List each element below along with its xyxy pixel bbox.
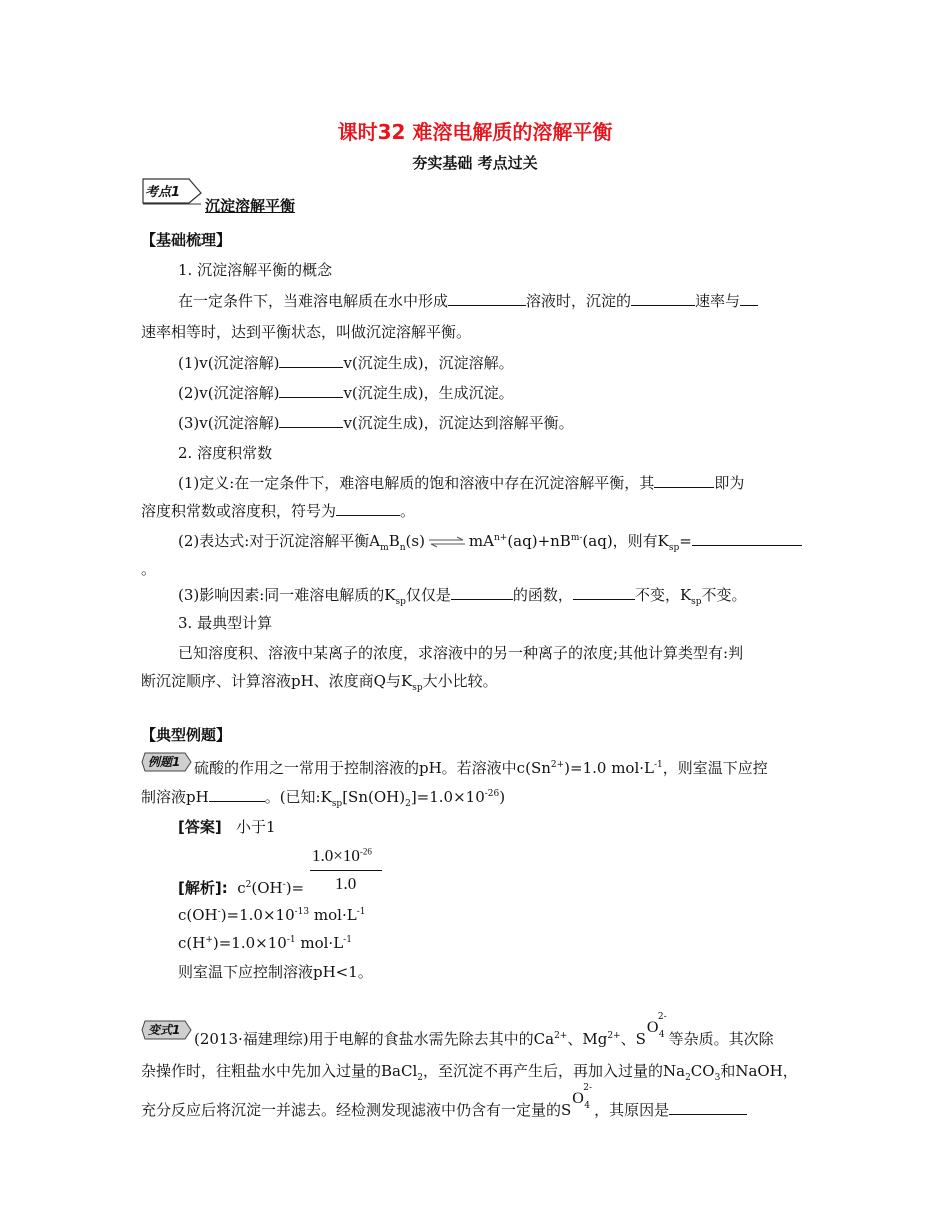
expression-text-eq: =	[679, 532, 692, 550]
variant-line1-sup2: 2+	[607, 1031, 621, 1041]
item1-line1-text-a: 在一定条件下，当难溶电解质在水中形成	[178, 292, 449, 310]
variant-line2	[141, 1060, 798, 1081]
expression-text-aq1: (aq)+nB	[507, 532, 571, 550]
sulfate-sub-2: 4	[584, 1101, 591, 1111]
factor-text-c: 的函数，	[512, 586, 573, 604]
analysis-label: [解析]:	[178, 879, 228, 897]
cond3-text-b: v(沉淀生成)，沉淀达到溶解平衡。	[343, 414, 574, 432]
example-badge-label: 例题1	[148, 755, 181, 769]
definition-text-a: (1)定义:在一定条件下，难溶电解质的饱和溶液中存在沉淀溶解平衡，其	[178, 474, 655, 492]
analysis-oh: (OH	[251, 879, 283, 897]
variant-line2-sub2: 2	[685, 1073, 691, 1083]
variant-line3	[141, 1083, 747, 1120]
blank-solution-type[interactable]	[448, 291, 526, 306]
example-line2-text-b: 。(已知:K	[264, 788, 332, 806]
cond3-text-a: (3)v(沉淀溶解)	[178, 414, 280, 432]
variant-line2-sub3: 3	[714, 1073, 721, 1083]
answer-label: [答案]	[178, 818, 222, 836]
blank-cond1[interactable]	[279, 353, 343, 368]
variant-line2-text-d: 和NaOH，	[720, 1062, 798, 1080]
example-line2	[141, 786, 505, 807]
kaodian-badge-label: 考点1	[145, 185, 181, 200]
calc-line2-text-b: 大小比较。	[422, 672, 498, 690]
fraction-numerator	[312, 846, 372, 866]
oh-line-text-b: )=1.0×10	[220, 906, 295, 924]
example-line1-sup2: -1	[653, 760, 663, 770]
expression-sup-mminus: m-	[570, 533, 583, 543]
variant-line1	[194, 1012, 774, 1049]
expression-text-aq2: (aq)，则有K	[582, 532, 669, 550]
h-line-sup2: -1	[286, 935, 296, 945]
sulfate-sup-2: 2-	[583, 1083, 593, 1093]
variant-line1-sup1: 2+	[554, 1031, 568, 1041]
cond3	[178, 412, 574, 433]
answer-value: 小于1	[236, 818, 276, 836]
blank-example-ph[interactable]	[209, 787, 265, 802]
variant-line1-text-c: 、S	[620, 1030, 646, 1048]
calc-line2-sub-sp: sp	[412, 683, 423, 693]
kaodian-heading: 沉淀溶解平衡	[205, 197, 296, 215]
item1-title: 1. 沉淀溶解平衡的概念	[178, 261, 333, 279]
blank-cond2[interactable]	[279, 383, 343, 398]
item2-title: 2. 溶度积常数	[178, 444, 273, 462]
sulfate-O: O	[646, 1019, 659, 1036]
variant-line1-text-d: 等杂质。其次除	[668, 1030, 774, 1048]
analysis-line	[178, 877, 304, 898]
example-line2-sup: -26	[484, 789, 500, 799]
oh-line-sup3: -1	[356, 907, 366, 917]
variant-line3-text-a: 充分反应后将沉淀一并滤去。经检测发现滤液中仍含有一定量的S	[141, 1101, 572, 1119]
item3-title: 3. 最典型计算	[178, 614, 273, 632]
h-line-sup: +	[205, 935, 213, 945]
expression-sub-m: m	[380, 543, 389, 553]
variant-line2-text-c: CO	[690, 1062, 715, 1080]
section-example: 【典型例题】	[141, 726, 232, 744]
sulfate-formula-2	[571, 1083, 593, 1115]
item1-line1-text-c: 速率与	[695, 292, 741, 310]
factor-text-d: 不变，K	[634, 586, 692, 604]
analysis-c: c	[237, 879, 246, 897]
variant-line3-text-b: ，其原因是	[594, 1101, 670, 1119]
variant-line1-text-a: (2013·福建理综)用于电解的食盐水需先除去其中的Ca	[194, 1030, 555, 1048]
section-basic: 【基础梳理】	[141, 231, 232, 249]
sulfate-formula-1	[646, 1012, 667, 1044]
cond1-text-b: v(沉淀生成)，沉淀溶解。	[343, 354, 514, 372]
blank-factor-2[interactable]	[573, 585, 635, 600]
variant-line2-sub: 2	[417, 1073, 423, 1083]
calc-line2-text-a: 断沉淀顺序、计算溶液pH、浓度商Q与K	[141, 672, 413, 690]
factor-text-b: 仅仅是	[405, 586, 451, 604]
definition-line2-text-a: 溶度积常数或溶度积，符号为	[141, 502, 337, 520]
example-line1-text-b: )=1.0 mol·L	[564, 759, 654, 777]
oh-line-sup2: -13	[294, 907, 310, 917]
variant-badge	[141, 1019, 193, 1041]
oh-line-text-a: c(OH	[178, 906, 218, 924]
cond2	[178, 382, 514, 403]
cond2-text-b: v(沉淀生成)，生成沉淀。	[343, 384, 514, 402]
example-line2-text-e: )	[499, 788, 506, 806]
example-line1-text-c: ，则室温下应控	[662, 759, 768, 777]
item1-line2: 速率相等时，达到平衡状态，叫做沉淀溶解平衡。	[141, 323, 472, 341]
blank-symbol[interactable]	[336, 501, 400, 516]
definition-line1	[178, 472, 744, 493]
example-line2-text-d: ]=1.0×10	[410, 788, 485, 806]
example-line2-text-c: [Sn(OH)	[342, 788, 406, 806]
example-line2-sub-sp: sp	[331, 799, 343, 809]
fraction-bar	[310, 870, 382, 871]
oh-line-sup: -	[217, 907, 221, 917]
page-subtitle: 夯实基础 考点过关	[412, 154, 538, 172]
analysis-oh-sup: -	[282, 880, 286, 890]
calc-line1: 已知溶度积、溶液中某离子的浓度，求溶液中的另一种离子的浓度;其他计算类型有:判	[178, 644, 744, 662]
blank-variant-reason[interactable]	[669, 1100, 747, 1115]
sulfate-sub: 4	[658, 1030, 665, 1040]
cond2-text-a: (2)v(沉淀溶解)	[178, 384, 280, 402]
expression-sub-sp: sp	[668, 543, 680, 553]
factor-sub-sp: sp	[395, 597, 406, 607]
example-line2-sub: 2	[405, 799, 411, 809]
expression-end: 。	[141, 560, 157, 578]
expression-line	[178, 530, 802, 551]
expression-text-B: B	[388, 532, 400, 550]
h-line-text-a: c(H	[178, 934, 206, 952]
analysis-c-sup: 2	[245, 880, 252, 890]
h-line-sup3: -1	[343, 935, 352, 945]
blank-cond3[interactable]	[279, 413, 343, 428]
definition-line2-text-b: 。	[400, 502, 416, 520]
expression-text-a: (2)表达式:对于沉淀溶解平衡A	[178, 532, 381, 550]
calc-line2	[141, 670, 498, 691]
example-line1	[194, 757, 768, 778]
conclusion-line: 则室温下应控制溶液pH<1。	[178, 963, 373, 981]
variant-line1-text-b: 、Mg	[567, 1030, 608, 1048]
answer-line	[178, 816, 276, 837]
oh-concentration-line	[178, 906, 365, 924]
blank-factor-1[interactable]	[451, 585, 513, 600]
item1-line1	[178, 290, 758, 311]
equilibrium-arrow-icon	[427, 536, 467, 548]
blank-rate-2[interactable]	[740, 291, 758, 306]
expression-text-mA: mA	[468, 532, 494, 550]
h-line-text-c: mol·L	[295, 934, 344, 952]
blank-definition[interactable]	[654, 473, 714, 488]
oh-line-text-c: mol·L	[309, 906, 357, 924]
factor-line	[178, 584, 747, 605]
definition-text-b: 即为	[714, 474, 745, 492]
sulfate-O-2: O	[572, 1090, 584, 1107]
factor-text-e: 不变。	[701, 586, 747, 604]
expression-sup-nplus: n+	[493, 533, 508, 543]
example-line2-text-a: 制溶液pH	[141, 788, 209, 806]
variant-line2-text-b: ，至沉淀不再产生后，再加入过量的Na	[422, 1062, 686, 1080]
expression-text-s: (s)	[405, 532, 425, 550]
analysis-eq: )=	[285, 879, 305, 897]
sulfate-sup: 2-	[657, 1012, 667, 1022]
factor-sub-sp2: sp	[691, 597, 702, 607]
example-line1-text-a: 硫酸的作用之一常用于控制溶液的pH。若溶液中c(Sn	[194, 759, 551, 777]
definition-line2	[141, 500, 415, 521]
variant-badge-label: 变式1	[148, 1023, 181, 1037]
page-title: 课时32 难溶电解质的溶解平衡	[337, 120, 613, 144]
cond1	[178, 352, 514, 373]
cond1-text-a: (1)v(沉淀溶解)	[178, 354, 280, 372]
blank-rate-1[interactable]	[631, 291, 695, 306]
fraction-numerator-text: 1.0×10	[312, 846, 360, 865]
fraction-denominator: 1.0	[335, 874, 357, 893]
blank-ksp-expression[interactable]	[692, 531, 802, 546]
kaodian-badge	[141, 177, 205, 209]
factor-text-a: (3)影响因素:同一难溶电解质的K	[178, 586, 396, 604]
item1-line1-text-b: 溶液时，沉淀的	[526, 292, 632, 310]
example-badge	[141, 751, 193, 773]
expression-sub-n: n	[399, 543, 406, 553]
variant-line2-text-a: 杂操作时，往粗盐水中先加入过量的BaCl	[141, 1062, 418, 1080]
example-line1-sup: 2+	[550, 760, 565, 770]
h-line-text-b: )=1.0×10	[212, 934, 287, 952]
h-concentration-line	[178, 934, 352, 952]
fraction-numerator-sup: -26	[359, 846, 372, 857]
